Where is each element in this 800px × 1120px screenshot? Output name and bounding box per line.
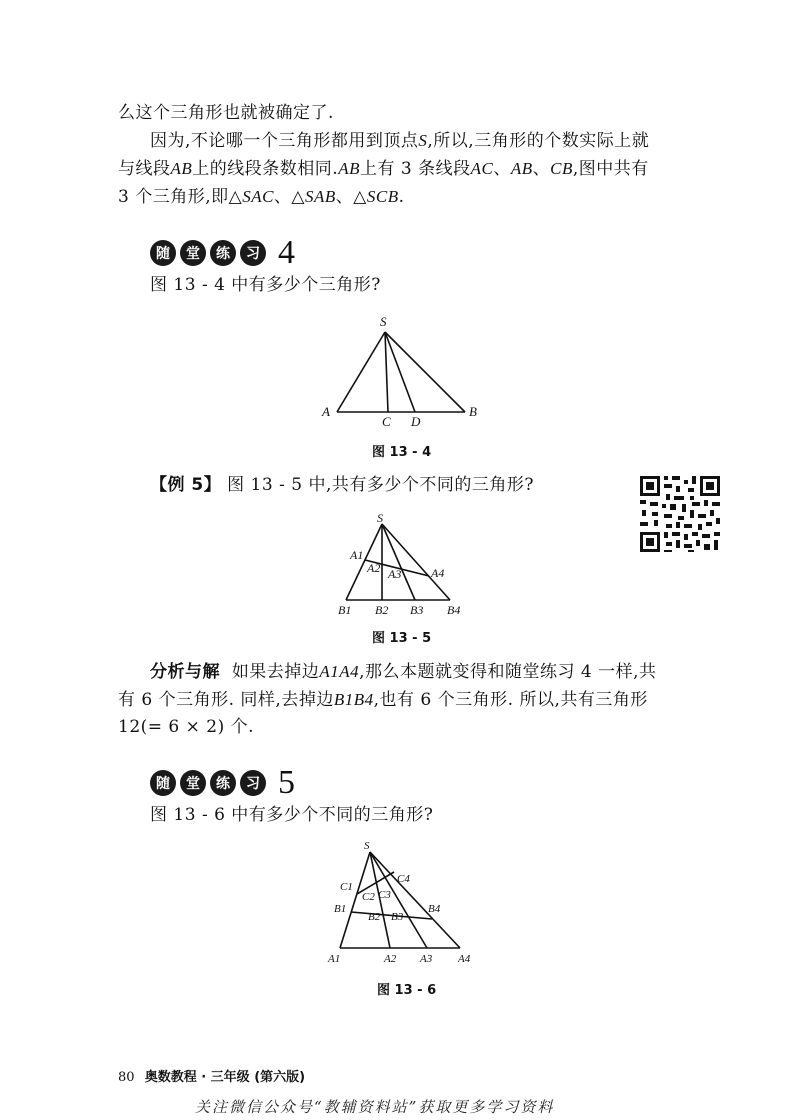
analysis-label: 分析与解	[150, 662, 220, 682]
var-AC: AC	[470, 159, 494, 178]
text: 图 13 - 4 中有多少个三角形?	[150, 275, 381, 295]
text: 因为,不论哪一个三角形都用到顶点	[150, 131, 419, 151]
label-C1: C1	[340, 881, 353, 893]
text: 图 13 - 5 中,共有多少个不同的三角形?	[227, 475, 534, 495]
figure-13-5	[330, 514, 480, 618]
heading-char: 随	[150, 770, 176, 796]
practice-5-question	[150, 802, 433, 829]
analysis-line-1	[150, 658, 657, 686]
label-B: B	[469, 404, 477, 419]
label-A: A	[322, 404, 330, 419]
label-C3: C3	[378, 889, 391, 901]
heading-char: 习	[240, 770, 266, 796]
label-S: S	[364, 840, 370, 852]
var-B1B4: B1B4	[333, 690, 374, 709]
text: 上有 3 条线段	[359, 159, 471, 179]
label-C: C	[382, 414, 391, 429]
text: .	[398, 187, 405, 207]
text: 上的线段条数相同.	[192, 159, 339, 179]
heading-char: 练	[210, 240, 236, 266]
watermark: 关注微信公众号“教辅资料站”获取更多学习资料	[195, 1098, 555, 1116]
var-AB: AB	[510, 159, 533, 178]
label-A3: A3	[388, 567, 402, 581]
heading-char: 练	[210, 770, 236, 796]
edge-SD	[385, 332, 415, 412]
var-AB: AB	[338, 159, 360, 178]
paragraph-line-4	[118, 183, 405, 211]
analysis-line-3	[118, 714, 254, 741]
var-SAC: SAC	[242, 187, 274, 206]
caption-13-6: 图 13 - 6	[377, 983, 437, 998]
label-C2: C2	[362, 891, 375, 903]
heading-char: 堂	[180, 770, 206, 796]
var-AB: AB	[170, 159, 193, 178]
figure-13-4	[310, 312, 500, 432]
text: ,图中共有	[572, 159, 649, 179]
edge-SB4	[382, 524, 450, 600]
text: 与线段	[118, 159, 171, 179]
label-A3: A3	[420, 953, 433, 965]
paragraph-line-2	[150, 127, 649, 155]
label-S: S	[380, 314, 387, 329]
practice-number: 5	[278, 764, 295, 801]
label-A1: A1	[350, 548, 364, 562]
text: 图 13 - 6 中有多少个不同的三角形?	[150, 805, 434, 825]
heading-char: 随	[150, 240, 176, 266]
label-B4: B4	[447, 603, 461, 617]
edge-SC	[385, 332, 388, 412]
page-number: 80	[118, 1070, 135, 1085]
text: ,那么本题就变得和随堂练习 4 一样,共	[359, 662, 657, 682]
text: 、△	[335, 187, 367, 207]
text: 、	[493, 159, 511, 179]
qr-code	[638, 474, 722, 554]
text: 12(= 6 × 2) 个.	[118, 717, 255, 737]
label-B3: B3	[410, 603, 424, 617]
page-footer	[118, 1066, 305, 1085]
text: 有 6 个三角形. 同样,去掉边	[118, 690, 334, 710]
edge-SB	[385, 332, 465, 412]
edge-SA	[337, 332, 385, 412]
book-title: 奥数教程 · 三年级 (第六版)	[144, 1070, 306, 1085]
example-tag: 【例 5】	[150, 475, 222, 495]
var-S: S	[418, 131, 428, 150]
label-S: S	[377, 514, 383, 525]
text: ,所以,三角形的个数实际上就	[427, 131, 650, 151]
var-CB: CB	[550, 159, 573, 178]
label-B1: B1	[334, 903, 347, 915]
caption-13-4: 图 13 - 4	[372, 445, 432, 460]
var-A1A4: A1A4	[319, 662, 360, 681]
label-A4: A4	[431, 566, 445, 580]
practice-number: 4	[278, 234, 295, 271]
label-B3: B3	[391, 911, 404, 923]
example-5-question	[150, 472, 534, 499]
label-B2: B2	[375, 603, 389, 617]
figure-13-6	[322, 838, 492, 968]
text: 如果去掉边	[231, 662, 320, 682]
analysis-line-2	[118, 686, 648, 714]
paragraph-line-3	[118, 155, 649, 183]
label-B4: B4	[428, 903, 441, 915]
label-D: D	[411, 414, 421, 429]
text: ,也有 6 个三角形. 所以,共有三角形	[373, 690, 648, 710]
label-C4: C4	[397, 873, 410, 885]
text: 、△	[273, 187, 306, 207]
var-SAB: SAB	[305, 187, 336, 206]
text: 么这个三角形也就被确定了.	[118, 103, 334, 123]
practice-5-heading	[150, 766, 295, 800]
caption-13-5: 图 13 - 5	[372, 631, 432, 646]
practice-4-heading	[150, 236, 295, 270]
label-A2: A2	[367, 561, 381, 575]
heading-char: 习	[240, 240, 266, 266]
label-B2: B2	[368, 911, 381, 923]
label-A1: A1	[328, 953, 341, 965]
label-A2: A2	[384, 953, 397, 965]
paragraph-line-1	[118, 100, 334, 127]
heading-char: 堂	[180, 240, 206, 266]
edge-SB3	[382, 524, 415, 600]
label-A4: A4	[458, 953, 471, 965]
var-SCB: SCB	[366, 187, 399, 206]
practice-4-question	[150, 272, 381, 299]
text: 、	[532, 159, 551, 179]
label-B1: B1	[338, 603, 352, 617]
text: 3 个三角形,即△	[118, 187, 243, 207]
